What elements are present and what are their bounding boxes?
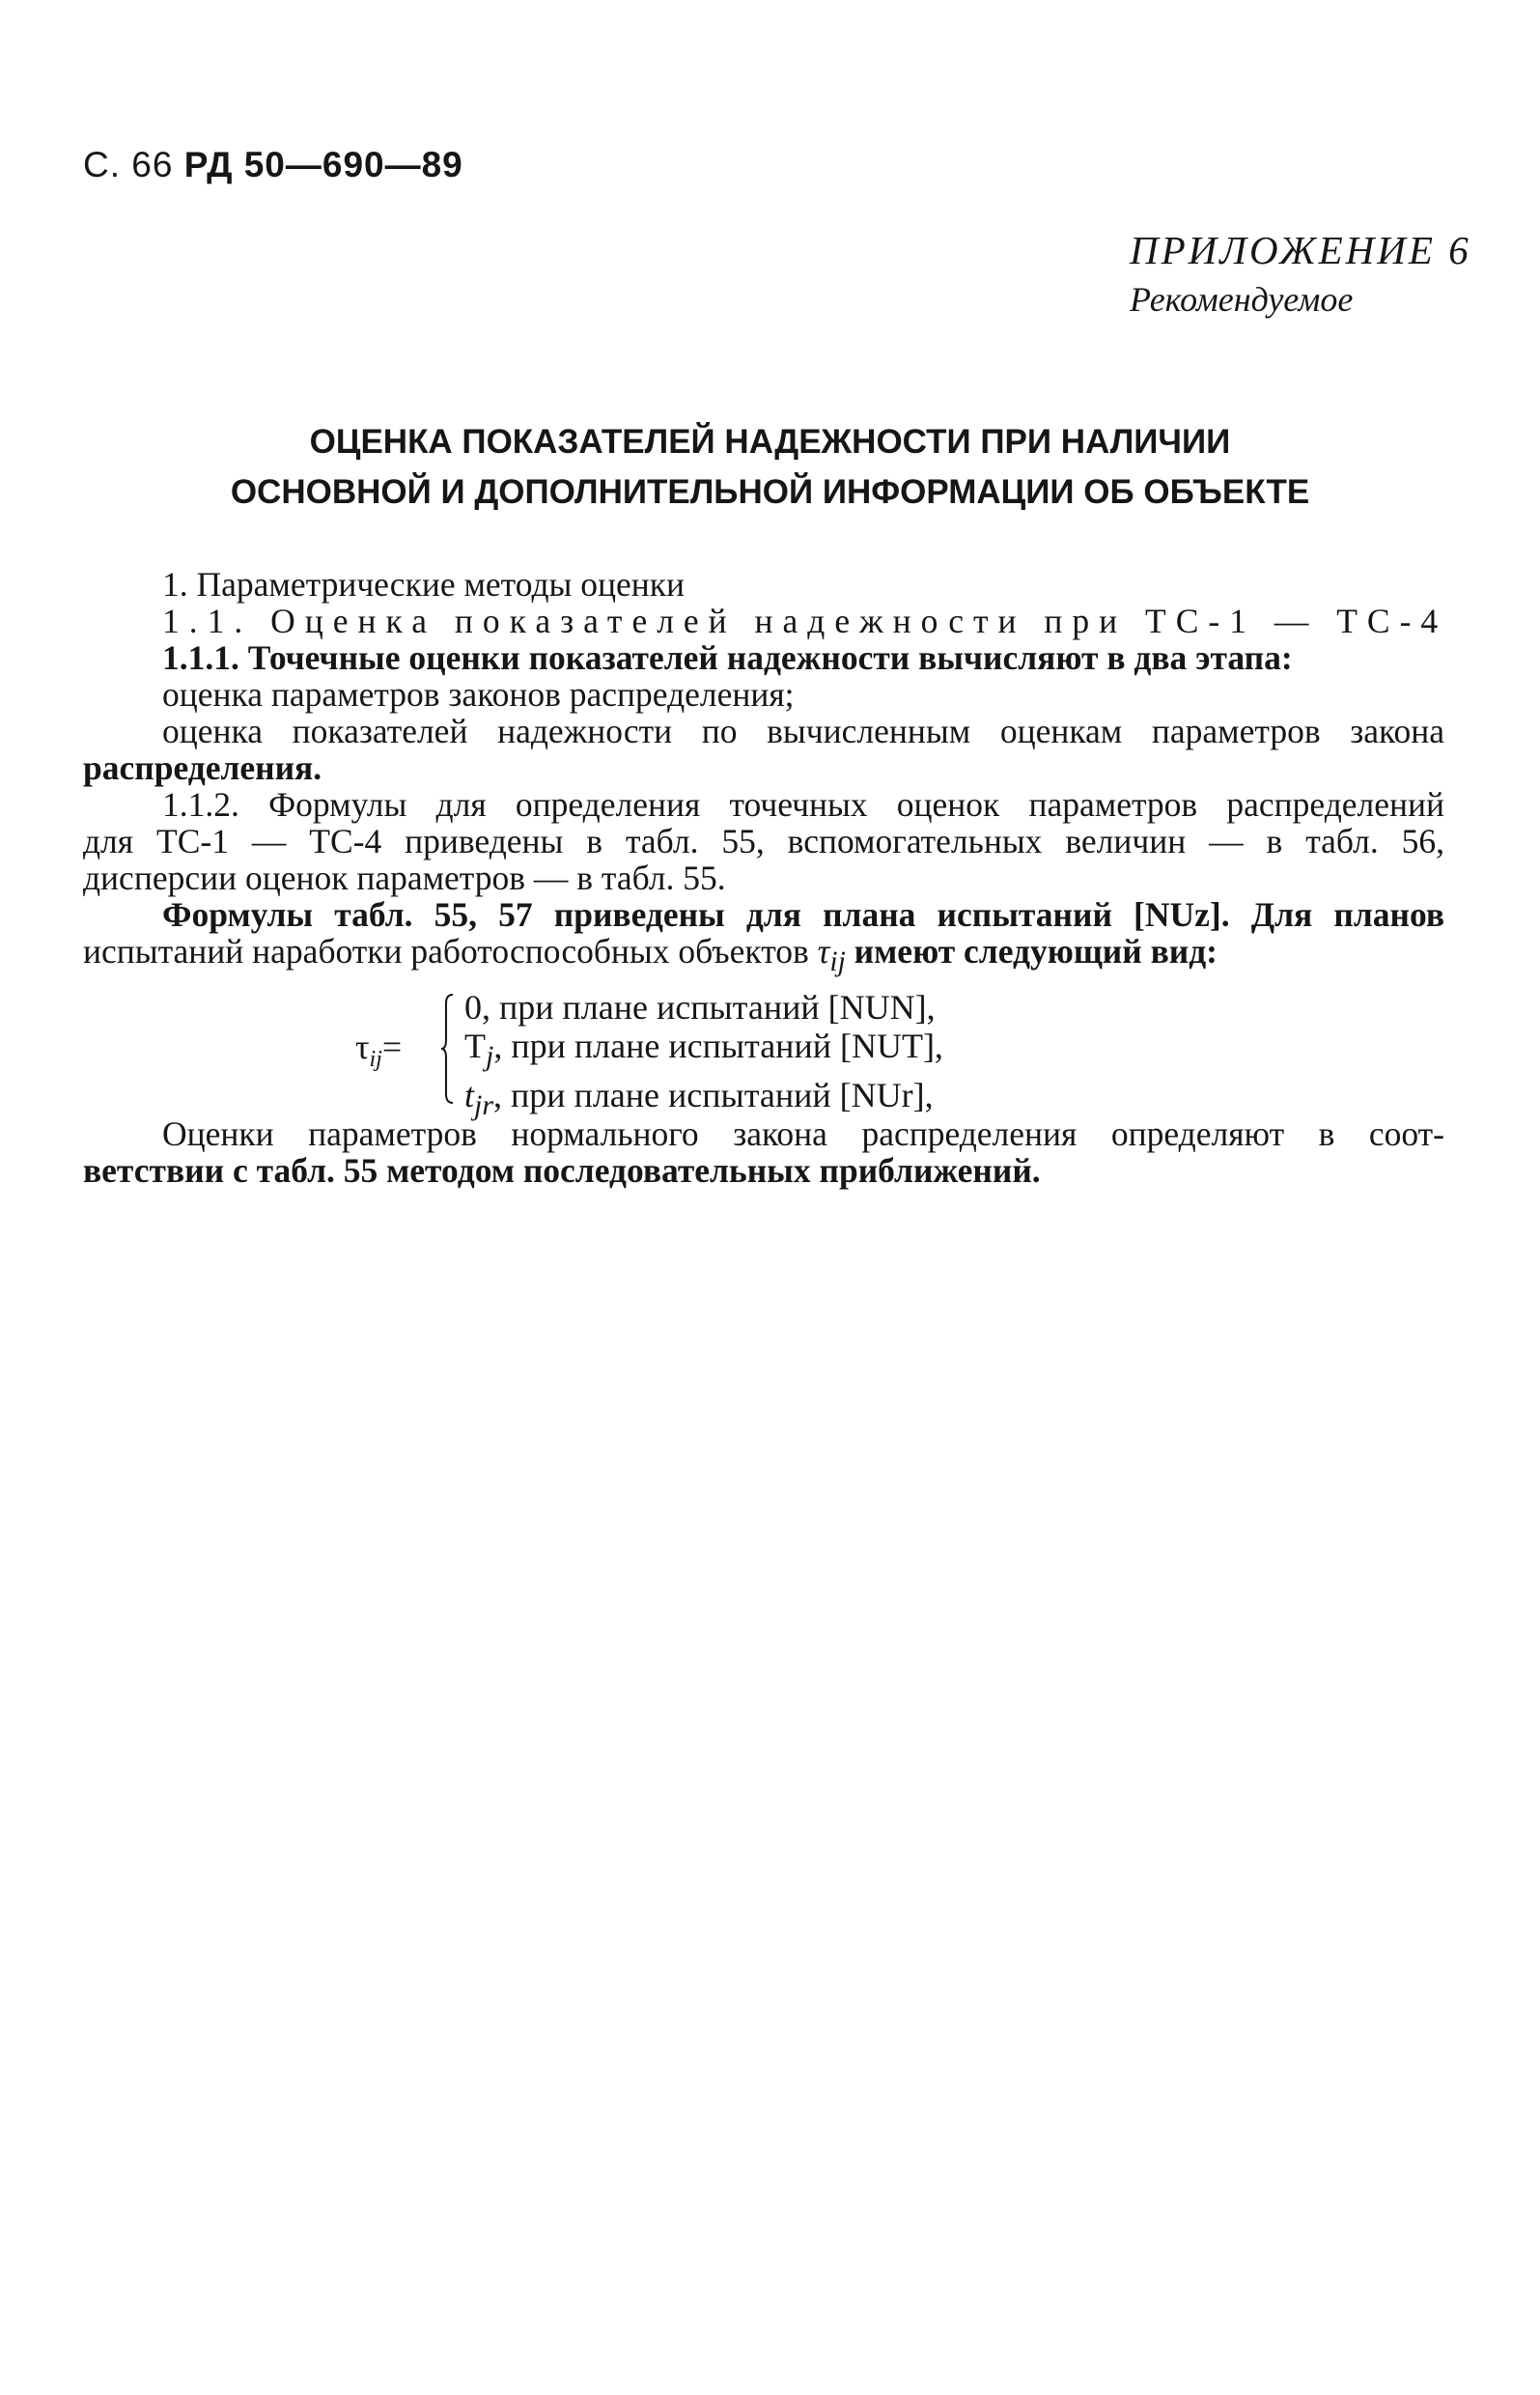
formulas-text-line-2 [83,933,1444,980]
formulas-text-post: имеют следующий вид: [854,932,1218,971]
formula-lhs [355,1028,402,1078]
formula-case-2 [464,1027,943,1076]
formula-tau-index: ij [369,1047,382,1073]
title-line-1: ОЦЕНКА ПОКАЗАТЕЛЕЙ НАДЕЖНОСТИ ПРИ НАЛИЧИИ [309,423,1231,461]
title-line-2: ОСНОВНОЙ И ДОПОЛНИТЕЛЬНОЙ ИНФОРМАЦИИ ОБ ОБЪЕКТЕ [230,473,1310,511]
appendix-subtitle: Рекомендуемое [1130,280,1354,319]
section-1-1-heading: 1.1. Оценка показателей надежности при ТС-1 — ТС-4 [162,602,1448,640]
formula-cases [464,988,943,1125]
section-1-1-2-line-2: для ТС-1 — ТС-4 приведены в табл. 55, вспомогательных величин — в табл. 56, [83,822,1444,860]
page-number: С. 66 [83,145,174,184]
appendix-label: ПРИЛОЖЕНИЕ 6 [1130,228,1471,272]
page-header [83,145,463,185]
final-paragraph-line-2: ветствии с табл. 55 методом последовательных приближений. [83,1151,1041,1191]
final-paragraph-line-1: Оценки параметров нормального закона распределения определяют в соот- [162,1114,1444,1154]
formulas-text-line-1: Формулы табл. 55, 57 приведены для плана испытаний [NUz]. Для планов [162,895,1444,934]
appendix-block [1130,227,1471,320]
page-title [0,417,1540,518]
section-1-heading: 1. Параметрические методы оценки [162,565,685,604]
left-brace [440,994,454,1104]
stage-1-text: оценка параметров законов распределения; [162,675,795,714]
formula-case-3 [464,1076,943,1125]
formulas-text-pre: испытаний наработки работоспособных объектов [83,932,809,971]
section-1-1-2-line-1: 1.1.2. Формулы для определения точечных оценок параметров распределений [162,785,1444,824]
document-code: РД 50—690—89 [183,145,463,184]
stage-2-text-line-1: оценка показателей надежности по вычисленным оценкам параметров закона [162,712,1444,750]
formula-tau: τ [355,1028,370,1067]
case-2-symbol: T [464,1027,486,1066]
section-1-1-2-line-3: дисперсии оценок параметров — в табл. 55. [83,859,726,897]
case-3-index: jr [474,1089,494,1122]
tau-index: ij [829,946,846,978]
case-2-index: j [486,1040,494,1073]
tau-symbol: τ [817,932,830,971]
document-body [83,565,1448,1191]
tau-definition-formula [83,988,1444,1122]
case-3-symbol: t [464,1076,475,1115]
case-3-text: , при плане испытаний [NUr], [493,1076,934,1115]
case-2-text: , при плане испытаний [NUT], [493,1027,943,1066]
section-1-1-1-text: 1.1.1. Точечные оценки показателей надежности вычисляют в два этапа: [162,638,1293,677]
stage-2-text-line-2: распределения. [83,748,322,787]
formula-case-1: 0, при плане испытаний [NUN], [464,988,936,1028]
formula-equals: = [381,1028,403,1067]
